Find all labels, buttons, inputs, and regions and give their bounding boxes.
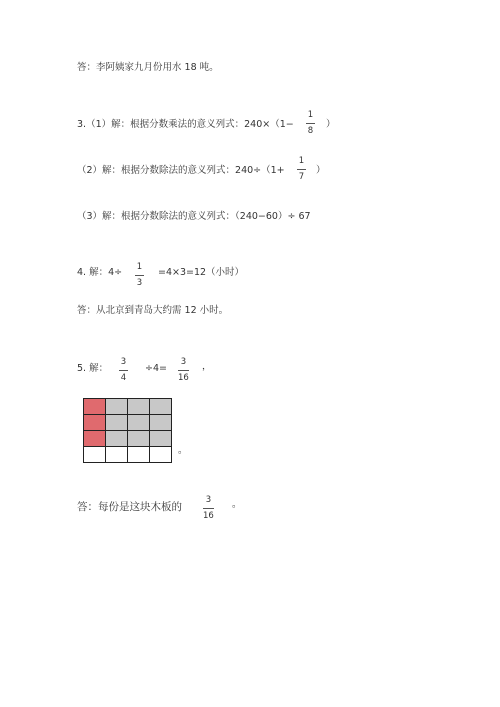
q5-answer-prefix: 答：每份是这块木板的 (77, 501, 182, 513)
fraction-numerator: 3 (180, 357, 187, 367)
q4-fraction (135, 263, 144, 287)
grid-cell-gray (150, 431, 172, 447)
fraction-numerator: 3 (120, 357, 127, 367)
fraction-numerator: 1 (298, 156, 305, 166)
q5-comma: ， (202, 361, 212, 372)
grid-cell-white (84, 447, 106, 463)
grid-cell-gray (106, 431, 128, 447)
fraction-numerator: 1 (136, 262, 143, 272)
grid-cell-gray (128, 415, 150, 431)
fraction-bar (297, 169, 306, 170)
grid-cell-gray (150, 415, 172, 431)
fraction-bar (135, 275, 144, 276)
grid-cell-gray (128, 431, 150, 447)
grid-cell-white (128, 447, 150, 463)
q5-middle: ÷4= (145, 363, 167, 374)
fraction-denominator: 4 (120, 372, 127, 383)
q5-answer-fraction (203, 496, 214, 520)
grid-cell-white (106, 447, 128, 463)
fraction-denominator: 3 (136, 277, 143, 288)
grid-cell-white (150, 447, 172, 463)
fraction-denominator: 16 (203, 510, 214, 521)
q5-fraction-1 (119, 358, 128, 382)
q3-part2-text: （2）解：根据分数除法的意义列式：240÷（1+ (77, 165, 285, 176)
q4-answer: 答：从北京到青岛大约需 12 小时。 (77, 305, 229, 316)
fraction-numerator: 3 (205, 495, 212, 505)
grid-cell-gray (106, 399, 128, 415)
q3-part2-fraction (297, 157, 306, 181)
grid-cell-red (84, 399, 106, 415)
q5-prefix: 5. 解： (77, 363, 109, 374)
fraction-bar (119, 370, 128, 371)
grid-cell-gray (150, 399, 172, 415)
q3-part1-close: ） (326, 119, 336, 130)
fraction-bar (178, 370, 189, 371)
wood-board-grid (83, 398, 172, 463)
fraction-denominator: 16 (178, 372, 189, 383)
q2-answer-line: 答：李阿姨家九月份用水 18 吨。 (77, 62, 219, 73)
fraction-bar (203, 508, 214, 509)
fraction-numerator: 1 (307, 110, 314, 120)
grid-cell-red (84, 431, 106, 447)
q4-prefix: 4. 解：4÷ (77, 267, 123, 278)
fraction-denominator: 7 (298, 171, 305, 182)
q3-part3-text: （3）解：根据分数除法的意义列式：（240−60）÷ 67 (77, 211, 311, 222)
q3-part1-fraction (306, 111, 315, 135)
fraction-denominator: 8 (307, 125, 314, 136)
grid-cell-red (84, 415, 106, 431)
q3-part1-text: 3.（1）解：根据分数乘法的意义列式：240×（1− (77, 119, 294, 130)
fraction-bar (306, 123, 315, 124)
q5-answer-suffix: 。 (232, 499, 242, 510)
q4-suffix: =4×3=12（小时） (158, 267, 245, 278)
grid-cell-gray (106, 415, 128, 431)
q5-fraction-2 (178, 358, 189, 382)
q5-period: 。 (178, 445, 188, 456)
q3-part2-close: ） (316, 165, 326, 176)
grid-cell-gray (128, 399, 150, 415)
